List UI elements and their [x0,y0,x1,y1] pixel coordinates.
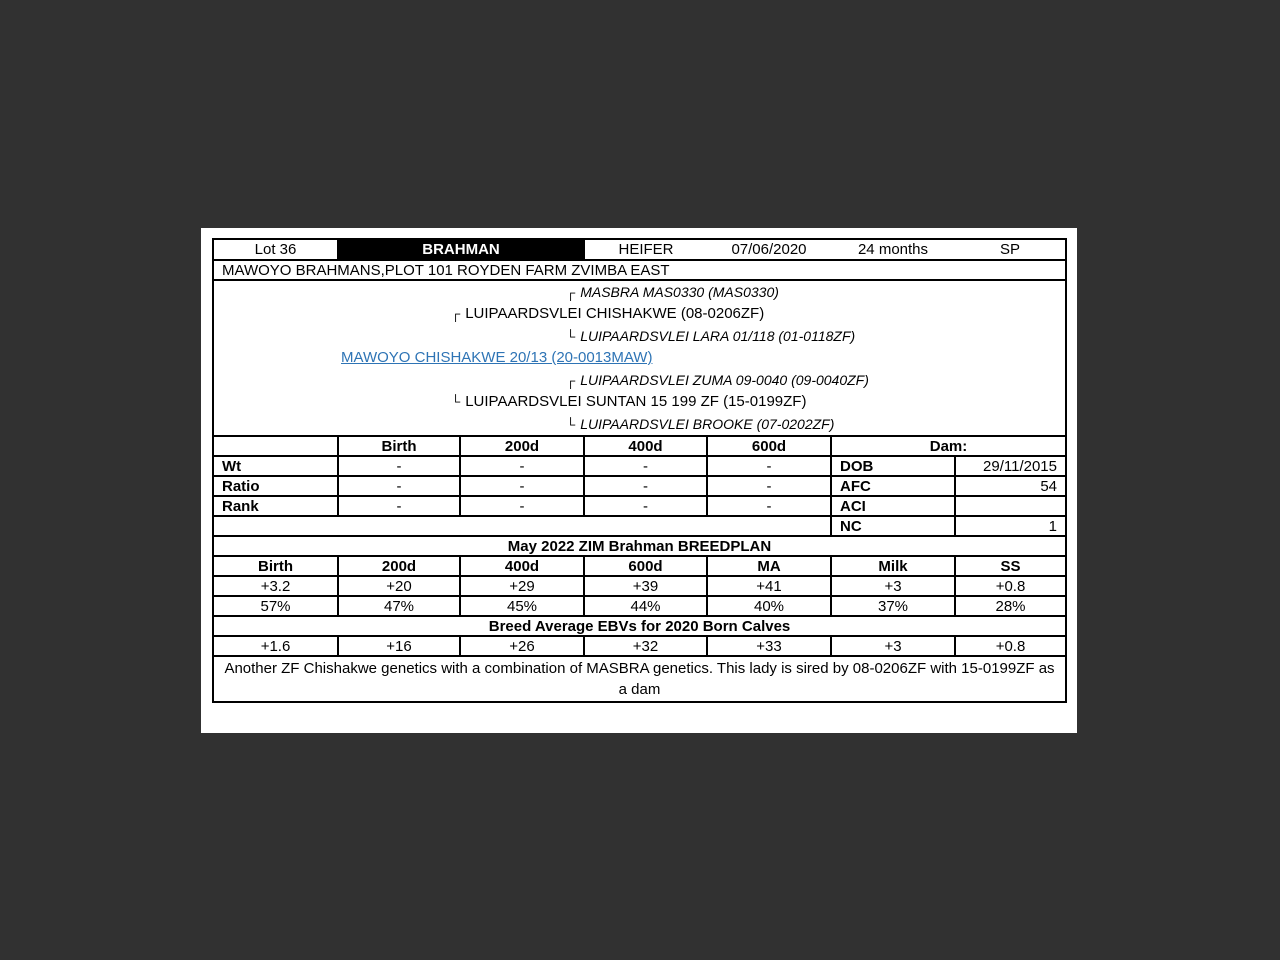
pedigree-sire-sire: ┌ MASBRA MAS0330 (MAS0330) [214,281,1065,303]
breedplan-ebv-row [213,576,1066,596]
wt-400d: - [584,456,707,476]
dam-afc-value: 54 [955,476,1066,496]
col-header-400d: 400d [584,436,707,456]
wt-200d: - [460,456,584,476]
ratio-600d: - [707,476,831,496]
ebv-200d: +20 [338,576,460,596]
wt-600d: - [707,456,831,476]
dam-nc-value: 1 [955,516,1066,536]
header-row [213,239,1066,260]
breed-average-title: Breed Average EBVs for 2020 Born Calves [213,616,1066,636]
comment-row [213,656,1066,702]
bp-col-400d: 400d [460,556,584,576]
acc-400d: 45% [460,596,584,616]
pedigree-dam: └ LUIPAARDSVLEI SUNTAN 15 199 ZF (15-0199ZF) [214,391,1065,413]
dam-aci-value [955,496,1066,516]
avg-400d: +26 [460,636,584,656]
dam-dob-label: DOB [831,456,955,476]
lot-table [212,238,1067,703]
ratio-birth: - [338,476,460,496]
ratio-400d: - [584,476,707,496]
dam-dob-value: 29/11/2015 [955,456,1066,476]
wt-birth: - [338,456,460,476]
acc-200d: 47% [338,596,460,616]
bp-col-milk: Milk [831,556,955,576]
dam-header: Dam: [831,436,1066,456]
acc-birth: 57% [213,596,338,616]
lot-number: Lot 36 [213,239,338,260]
lot-comment: Another ZF Chishakwe genetics with a combination of MASBRA genetics. This lady is sired by 08-0206ZF with 15-0199ZF as a dam [213,656,1066,702]
dam-nc-label: NC [831,516,955,536]
ebv-400d: +29 [460,576,584,596]
weights-row-rank [213,496,1066,516]
weights-row-wt [213,456,1066,476]
bp-col-600d: 600d [584,556,707,576]
rank-400d: - [584,496,707,516]
acc-ss: 28% [955,596,1066,616]
ebv-ma: +41 [707,576,831,596]
avg-milk: +3 [831,636,955,656]
col-header-200d: 200d [460,436,584,456]
empty-cell [213,436,338,456]
pedigree-row [213,280,1066,436]
status-label: SP [955,239,1066,260]
breedplan-title: May 2022 ZIM Brahman BREEDPLAN [213,536,1066,556]
dam-aci-label: ACI [831,496,955,516]
breed-banner: BRAHMAN [338,239,584,260]
ebv-ss: +0.8 [955,576,1066,596]
row-label: Wt [213,456,338,476]
pedigree-sire-dam: └ LUIPAARDSVLEI LARA 01/118 (01-0118ZF) [214,325,1065,347]
rank-600d: - [707,496,831,516]
weights-header-row [213,436,1066,456]
breedplan-accuracy-row [213,596,1066,616]
avg-ss: +0.8 [955,636,1066,656]
pedigree-connector-icon: └ [451,394,461,409]
age-label: 24 months [831,239,955,260]
dam-afc-label: AFC [831,476,955,496]
pedigree-connector-icon: ┌ [451,306,461,321]
row-label: Ratio [213,476,338,496]
acc-milk: 37% [831,596,955,616]
ebv-birth: +3.2 [213,576,338,596]
ebv-milk: +3 [831,576,955,596]
bp-col-200d: 200d [338,556,460,576]
bp-col-birth: Birth [213,556,338,576]
pedigree-dam-sire: ┌ LUIPAARDSVLEI ZUMA 09-0040 (09-0040ZF) [214,369,1065,391]
row-label: Rank [213,496,338,516]
acc-600d: 44% [584,596,707,616]
ebv-600d: +39 [584,576,707,596]
rank-200d: - [460,496,584,516]
empty-cell [213,516,831,536]
pedigree-block [213,280,1066,436]
pedigree-connector-icon: └ [566,417,576,432]
pedigree-connector-icon: ┌ [566,373,576,388]
col-header-600d: 600d [707,436,831,456]
weights-row-nc [213,516,1066,536]
breed-average-row [213,636,1066,656]
catalog-page [201,228,1077,733]
bp-col-ss: SS [955,556,1066,576]
breed-average-title-row [213,616,1066,636]
avg-600d: +32 [584,636,707,656]
avg-birth: +1.6 [213,636,338,656]
pedigree-connector-icon: ┌ [566,285,576,300]
ratio-200d: - [460,476,584,496]
breedplan-title-row [213,536,1066,556]
avg-ma: +33 [707,636,831,656]
weights-row-ratio [213,476,1066,496]
bp-col-ma: MA [707,556,831,576]
pedigree-animal [214,347,1065,369]
sex-label: HEIFER [584,239,707,260]
col-header-birth: Birth [338,436,460,456]
birth-date: 07/06/2020 [707,239,831,260]
acc-ma: 40% [707,596,831,616]
pedigree-sire: ┌ LUIPAARDSVLEI CHISHAKWE (08-0206ZF) [214,303,1065,325]
breeder-row [213,260,1066,280]
breedplan-header-row [213,556,1066,576]
pedigree-dam-dam: └ LUIPAARDSVLEI BROOKE (07-0202ZF) [214,413,1065,435]
breeder-address: MAWOYO BRAHMANS,PLOT 101 ROYDEN FARM ZVIMBA EAST [213,260,1066,280]
rank-birth: - [338,496,460,516]
animal-name-link[interactable]: MAWOYO CHISHAKWE 20/13 (20-0013MAW) [341,349,653,366]
pedigree-connector-icon: └ [566,329,576,344]
avg-200d: +16 [338,636,460,656]
